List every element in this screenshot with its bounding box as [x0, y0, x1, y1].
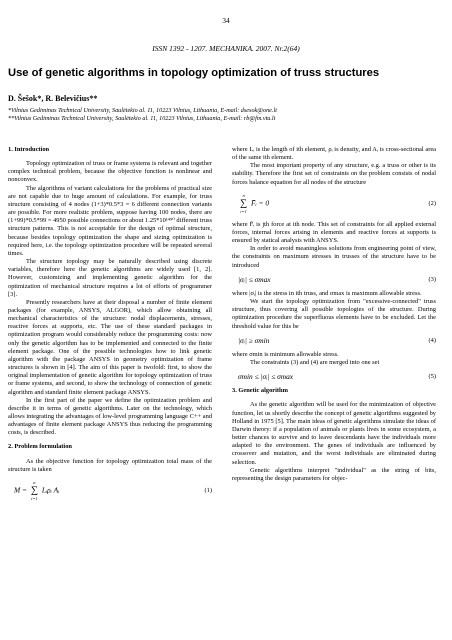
eq5-body: σmin ≤ |σᵢ| ≤ σmax [238, 372, 294, 382]
authors: D. Šešok*, R. Belevičius** [8, 94, 98, 103]
equation-number: (4) [428, 336, 436, 344]
right-column [232, 146, 436, 483]
equation-5 [232, 373, 436, 381]
paragraph: The most important property of any structure, e.g. a truss or other is its stability. Therefore the first set of constraints on the problem consists of nodal forces balance equation for all nodes of the structure [232, 162, 436, 186]
sum-bottom: i=1 [240, 208, 247, 214]
paragraph: where σmin is minimum allowable stress. [232, 350, 339, 358]
paragraph: Topology optimization of truss or frame systems is relevant and together complex technical problem, because the objective function is nonlinear and nonconvex. [8, 160, 212, 184]
journal-header: ISSN 1392 - 1207. MECHANIKA. 2007. Nr.2(64) [152, 44, 300, 53]
equation-2 [232, 193, 436, 215]
paragraph: In the first part of the paper we define the optimization problem and describe it in terms of genetic algorithms. Later on the technology, which allows integrating the advantages of low-level programming language C++ and advantages of finite element package ANSYS thus reducing the programming costs, is described. [8, 396, 212, 437]
sum-bottom: i=1 [31, 495, 38, 501]
ga-heading: 3. Genetic algorithm [232, 387, 288, 395]
paper-title: Use of genetic algorithms in topology optimization of truss structures [8, 67, 380, 79]
sum-symbol: n ∑ i=1 [240, 192, 248, 214]
eq1-rhs: Lᵢρᵢ Aᵢ [41, 485, 60, 495]
left-column [8, 146, 212, 508]
paragraph: The structure topology may be naturally described using discrete variables, therefore here the genetic algorithms are widely used [1, 2]. However, customizing and implementing genetic algorithm for the optimization of mechanical structure requires a lot of efforts of programmer [3]. [8, 258, 212, 298]
page-number: 34 [222, 16, 230, 25]
affiliation-1: *Vilnius Gediminas Technical University, Saulėtekio al. 11, 10223 Vilnius, Lithuania, E-mail: dsesok@one.lt [8, 107, 277, 114]
paragraph: As the objective function for topology optimization total mass of the structure is taken [8, 457, 212, 473]
equation-4 [232, 337, 436, 345]
sum-symbol: n ∑ i=1 [30, 479, 38, 501]
paragraph: where Lᵢ is the length of ith element, ρᵢ is density, and Aᵢ is cross-sectional area of the same ith element. [232, 146, 436, 162]
eq2-rhs: F̄ᵢ = 0 [251, 198, 270, 208]
paragraph: Presently researchers have at their disposal a number of finite element packages (for example, ANSYS, ALGOR), which allow obtaining all mechanical characteristics of the structure: nodal displacements, stresses, reactive forces at supports, etc. The use of these standard packages in optimization program would considerably reduce the programming costs: now only the genetic algorithm has to be implemented and connected to the finite element package. One of the possible technologies how to link genetic algorithm with the package ANSYS in geometry optimization of frame structures is shown in [4]. The aim of this paper is twofold: first, to show the original implementation of genetic algorithm for topology optimization of truss or frame systems, and second, to show the technology of connection of genetic algorithm and standard finite element package ANSYS. [8, 298, 212, 396]
sum-top: n [33, 479, 36, 485]
paragraph: We start the topology optimization from "excessive-connected" truss structure, thus covering all possible topologies of the structure. During optimization procedure the superfluous elements have to be excluded. Let the threshold value for this be [232, 298, 436, 330]
equation-number: (5) [428, 373, 436, 381]
intro-heading: 1. Introduction [8, 146, 50, 153]
paragraph: where |σᵢ| is the stress in ith truss, and σmax is maximum allowable stress. [232, 289, 422, 297]
paragraph: As the genetic algorithm will be used for the minimization of objective function, let us shortly describe the concept of genetic algorithms suggested by Holland in 1975 [5]. The main ideas of genetic algorithms simulate the ideas of Darwin theory: if a population of animals or plants lives in some ecosystem, a better chances to survive and to leave descendants have the individuals more adapted to the environment. The genes of individuals are influenced by crossover and mutation, and the worst individuals are eliminated during selection. [232, 401, 436, 466]
equation-number: (1) [204, 486, 212, 494]
paragraph: Genetic algorithms interpret "individual" as the string of bits, representing the design parameters for objec- [232, 466, 436, 482]
problem-heading: 2. Problem formulation [8, 443, 72, 451]
equation-number: (2) [428, 199, 436, 207]
paragraph: The constraints (3) and (4) are merged into one set [250, 358, 380, 366]
equation-3 [232, 276, 436, 284]
eq4-body: |σᵢ| ≥ σmin [238, 335, 270, 345]
affiliation-2: **Vilnius Gediminas Technical University, Saulėtekio al. 11, 10223 Vilnius, Lithuania, E-mail: rb@fm.vtu.lt [8, 115, 276, 122]
paragraph: In order to avoid meaningless solutions from engineering point of view, the constraints on maximum stresses in trusses of the structure have to be introduced [232, 245, 436, 269]
equation-1 [8, 480, 212, 502]
paragraph: The algorithms of variant calculations for the problems of practical size are not capable due to huge amount of calculations. For example, for truss structure consisting of 4 nodes (1+3)*0.5*3 = 6 different connection variants are possible. For more realistic problem, suppose having 100 nodes, there are (1+99)*0.5*99 = 4950 possible connections or about 1.25*10¹⁴⁹⁰ different truss structure patterns. This is not acceptable for the design of optimal structure, because besides topology optimization the shape and sizing optimization is required here, i.e. the topology optimization procedure will be repeated several times. [8, 184, 212, 257]
equation-number: (3) [428, 275, 436, 283]
eq1-lhs: M = [14, 485, 27, 495]
paragraph: where F̄ᵢ is jth force at ith node. This set of constraints for all applied external forces, internal forces arising in elements and reactive forces at supports is ensured by statical analysis with ANSYS. [232, 220, 436, 245]
eq3-body: |σᵢ| ≤ σmax [238, 274, 271, 284]
sum-top: n [242, 192, 245, 198]
